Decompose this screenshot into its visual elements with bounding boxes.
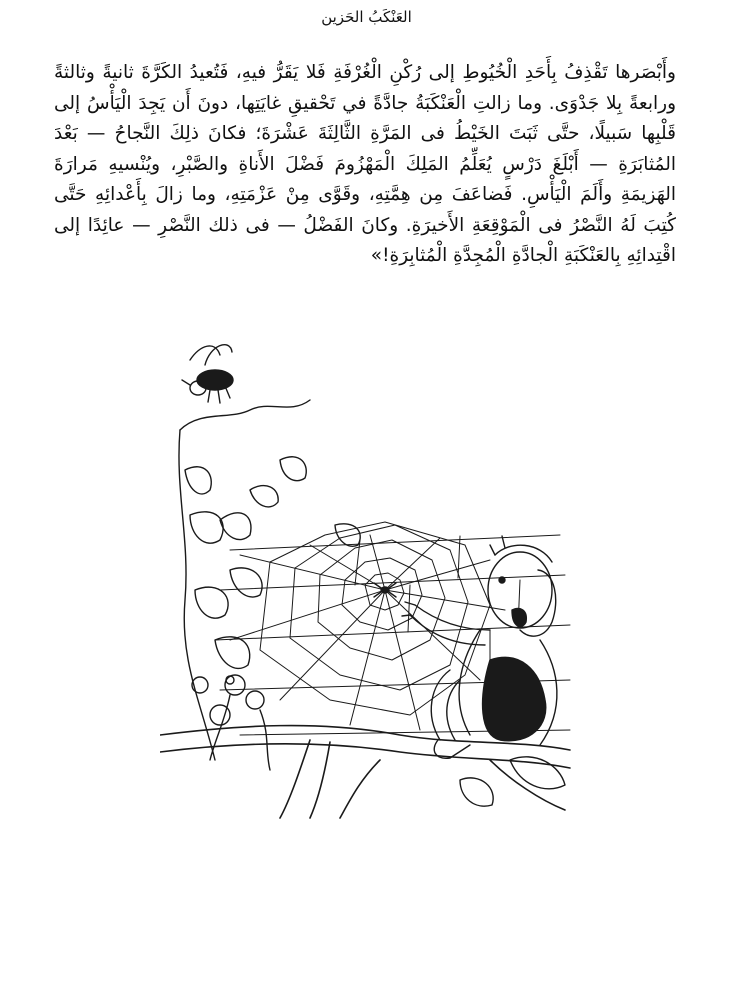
running-title: العَنْكَبُ الحَزين	[321, 8, 412, 26]
spider	[374, 583, 396, 597]
right-leaves	[460, 757, 565, 806]
vine-leaves	[179, 400, 360, 760]
body-paragraph: وأَبْصَرها تَقْذِفُ بِأَحَدِ الْخُيُوطِ إلى رُكْنِ الْغُرْفَةِ فَلا يَقَرُّ فيهِ، فَتُعيدُ الكَرَّةَ ثانيةً وثالثةً ورابعةً بِلا جَدْوَى. وما زالتِ الْعَنْكَبَةُ جادَّةً في تَحْقيقِ غايَتِها، دونَ أَن يَجِدَ الْيَأْسُ إلى قَلْبِها سَبيلًا، حتَّى ثَبَتَ الخَيْطُ فى المَرَّةِ الثَّالِثَةَ عَشْرَةَ؛ فكانَ ذلِكَ النَّجاحُ — بَعْدَ المُثابَرَةِ — أَبْلَغَ دَرْسٍ يُعَلِّمُ المَلِكَ الْمَهْزُومَ فَضْلَ الأَناةِ والصَّبْرِ، ويُنْسيهِ مَرارَةَ الهَزيمَةِ وأَلَمَ الْيَأْسِ. فَضاعَفَ مِن هِمَّتِهِ، وقَوَّى مِنْ عَزْمَتِهِ، وما زالَ بِأَعْدائِهِ حَتَّى كُتِبَ لَهُ النَّصْرُ فى الْمَوْقِعَةِ الأَخيرَةِ. وكانَ الفَضْلُ — فى ذلك النَّصْرِ — عائِدًا إلى اقْتِدائِهِ بِالعَنْكَبَةِ الْجادَّةِ الْمُجِدَّةِ الْمُثابِرَةِ!»	[54, 62, 676, 266]
spider-web	[230, 522, 505, 730]
wasp	[182, 345, 233, 403]
spider-web-illustration	[160, 340, 580, 820]
king-figure	[402, 536, 557, 758]
